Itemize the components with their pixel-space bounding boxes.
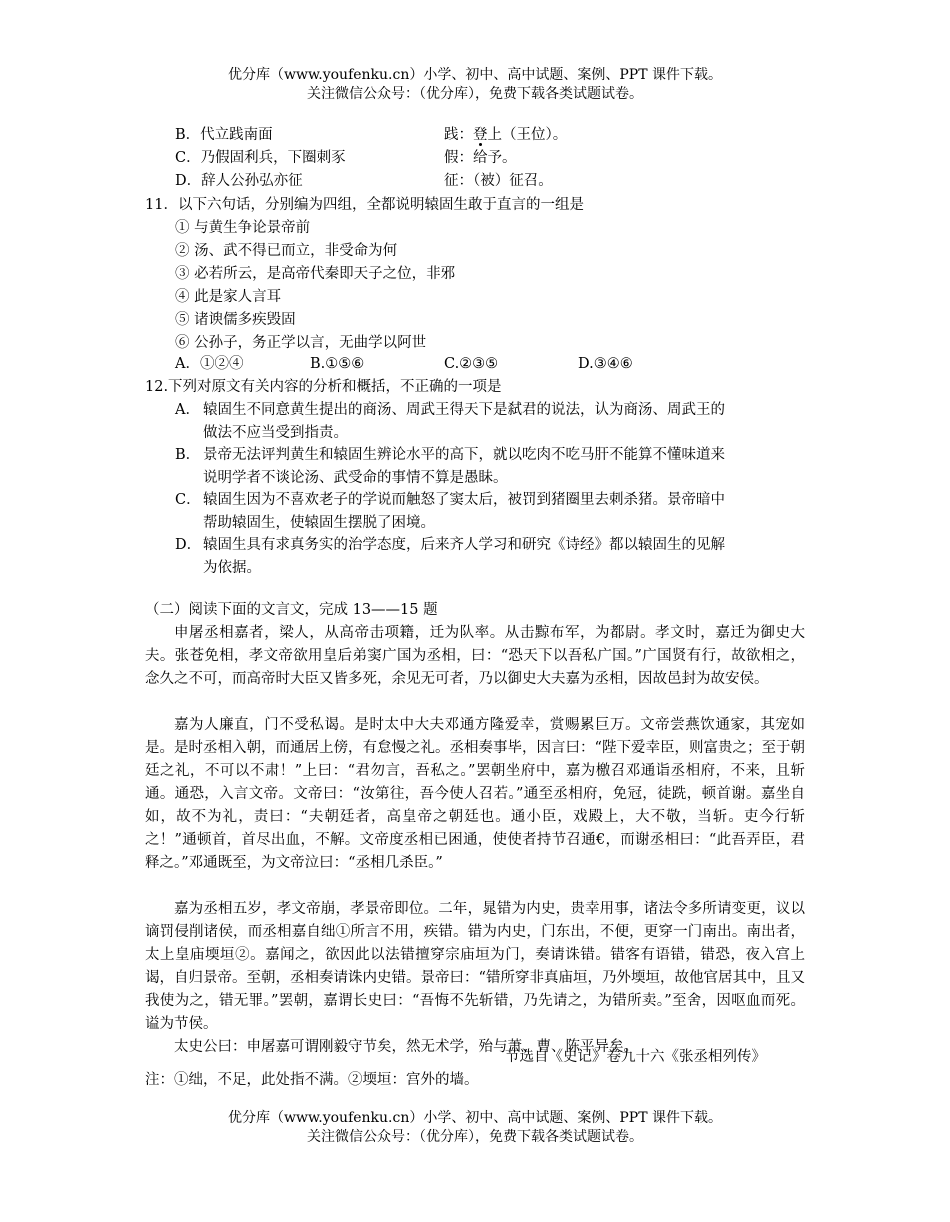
q11-item: ② 汤、武不得已而立，非受命为何 [175,243,398,259]
passage-paragraph-4: 太史公曰：申屠嘉可谓刚毅守节矣，然无术学，殆与萧、曹、陈平异矣。 [174,1039,638,1055]
q11-choice-a: A．①②④ [175,356,244,372]
q12-option-c-line2: 帮助辕固生，使辕固生摆脱了困境。 [203,515,435,531]
q10-option-b-gloss: 践：登上（王位）。 [444,127,568,143]
page-footer [0,1109,950,1147]
q11-item: ⑤ 诸谀儒多疾毁固 [175,312,296,328]
q12-option-d-line2: 为依据。 [203,560,261,576]
header-line-2: 关注微信公众号：（优分库），免费下载各类试题试卷。 [307,86,643,102]
header-line-1: 优分库（www.youfenku.cn）小学、初中、高中试题、案例、PPT 课件下载。 [227,67,722,83]
q10-option-d-gloss: 征：（被）征召。 [444,173,553,189]
passage-paragraph-3: 嘉为丞相五岁，孝文帝崩，孝景帝即位。二年，晁错为内史，贵幸用事，诸法令多所请变更，议以谪罚侵削诸侯，而丞相嘉自绌①所言不用，疾错。错为内史，门东出，不便，更穿一门南出。南出者，太上皇庙堧垣②。嘉闻之，欲因此以法错擅穿宗庙垣为门，奏请诛错。错客有语错，错恐，夜入宫上谒，自归景帝。至朝，丞相奏请诛内史错。景帝曰：“错所穿非真庙垣，乃外堧垣，故他官居其中，且又我使为之，错无罪。”罢朝，嘉谓长史曰：“吾悔不先斩错，乃先请之，为错所卖。”至舍，因呕血而死。谥为节侯。 [145,901,805,1032]
q12-option-d-line1: 辕固生具有求真务实的治学态度，后来齐人学习和研究《诗经》都以辕固生的见解 [203,537,725,553]
q10-option-c-gloss: 假：给予。 [444,150,517,166]
q11-item: ⑥ 公孙子，务正学以言，无曲学以阿世 [175,335,427,351]
q11-item: ① 与黄生争论景帝前 [175,220,311,236]
passage-paragraph-2: 嘉为人廉直，门不受私谒。是时太中大夫邓通方隆爱幸，赏赐累巨万。文帝尝燕饮通家，其宠如是。是时丞相入朝，而通居上傍，有怠慢之礼。丞相奏事毕，因言曰：“陛下爱幸臣，则富贵之；至于朝廷之礼，不可以不肃！”上曰：“君勿言，吾私之。”罢朝坐府中，嘉为檄召邓通诣丞相府，不来，且斩通。通恐，入言文帝。文帝曰：“汝第往，吾今使人召若。”通至丞相府，免冠，徒跣，顿首谢。嘉坐自如，故不为礼，责曰：“夫朝廷者，高皇帝之朝廷也。通小臣，戏殿上，大不敬，当斩。吏今行斩之！”通顿首，首尽出血，不解。文帝度丞相已困通，使使者持节召通€，而谢丞相曰：“此吾弄臣，君释之。”邓通既至，为文帝泣曰：“丞相几杀臣。” [145,717,805,871]
q10-option-b: B．代立践南面 [175,127,273,143]
q12-stem: 12.下列对原文有关内容的分析和概括，不正确的一项是 [145,379,502,395]
q12-option-a-line1: 辕固生不同意黄生提出的商汤、周武王得天下是弑君的说法，认为商汤、周武王的 [203,402,725,418]
q12-option-d-label: D． [175,537,202,553]
q10-option-d: D．辞人公孙弘亦征 [175,173,303,189]
q11-stem: 11．以下六句话，分别编为四组，全都说明辕固生敢于直言的一组是 [145,197,584,213]
footer-line-2: 关注微信公众号：（优分库），免费下载各类试题试卷。 [307,1129,643,1145]
passage-note: 注：①绌，不足，此处指不满。②堧垣：宫外的墙。 [145,1072,479,1088]
q11-item: ③ 必若所云，是高帝代秦即天子之位，非邪 [175,266,456,282]
q12-option-a-line2: 做法不应当受到指责。 [203,425,348,441]
q12-option-b-line2: 说明学者不谈论汤、武受命的事情不算是愚眛。 [203,470,508,486]
section-title: （二）阅读下面的文言文，完成 13——15 题 [145,602,438,618]
footer-line-1: 优分库（www.youfenku.cn）小学、初中、高中试题、案例、PPT 课件下载。 [227,1110,722,1126]
passage-paragraph-1: 申屠丞相嘉者，梁人，从高帝击项籍，迁为队率。从击黥布军，为都尉。孝文时，嘉迁为御史大夫。张苍免相，孝文帝欲用皇后弟窦广国为丞相，曰：“恐天下以吾私广国。”广国贤有行，故欲相之，念久之不可，而高帝时大臣又皆多死，余见无可者，乃以御史大夫嘉为丞相，因故邑封为故安侯。 [145,625,805,687]
q12-option-c-label: C． [175,492,201,508]
q11-choice-d: D.③④⑥ [578,356,633,372]
q12-option-b-label: B． [175,447,201,463]
q12-option-b-line1: 景帝无法评判黄生和辕固生辨论水平的高下，就以吃肉不吃马肝不能算不懂味道来 [203,447,725,463]
page-header [0,66,950,104]
q10-option-c: C．乃假固利兵，下圈刺豕 [175,150,346,166]
q12-option-a-label: A． [175,402,200,418]
q12-option-c-line1: 辕固生因为不喜欢老子的学说而触怒了窦太后，被罚到猪圈里去刺杀猪。景帝暗中 [203,492,725,508]
q11-choice-c: C.②③⑤ [444,356,499,372]
emphasis-dot: 登 [473,127,488,143]
q11-choice-b: B.①⑤⑥ [310,356,365,372]
passage-source: 节选自《史记》卷九十六《张丞相列传》 [505,1049,766,1065]
q11-item: ④ 此是家人言耳 [175,289,282,305]
